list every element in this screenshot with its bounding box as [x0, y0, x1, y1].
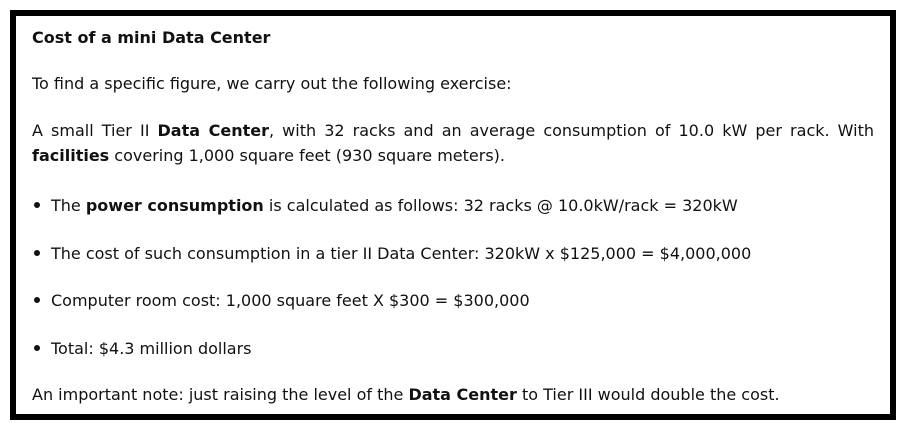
- bullet-bold-power-consumption: power consumption: [85, 196, 264, 215]
- note-text-post: to Tier III would double the cost.: [516, 385, 780, 404]
- note-bold-data-center: Data Center: [408, 385, 517, 404]
- description-paragraph: [32, 118, 874, 168]
- description-bold-facilities: facilities: [32, 146, 110, 165]
- intro-paragraph: To find a specific figure, we carry out the following exercise:: [32, 74, 512, 93]
- bullet-text: The cost of such consumption in a tier II Data Center: 320kW x $125,000 = $4,000,000: [51, 243, 752, 263]
- bullet-power-consumption: [32, 193, 874, 218]
- bullet-text: Total: $4.3 million dollars: [51, 338, 252, 358]
- bullet-room-cost: [32, 288, 874, 313]
- bullet-dot-icon: [34, 345, 40, 351]
- bullet-text-pre: The: [51, 196, 86, 215]
- bullet-dot-icon: [34, 250, 40, 256]
- section-title: Cost of a mini Data Center: [32, 28, 271, 47]
- description-bold-data-center: Data Center: [157, 121, 269, 140]
- bullet-consumption-cost: [32, 241, 874, 266]
- description-text-1: A small Tier II: [32, 121, 158, 140]
- bullet-total: [32, 336, 874, 361]
- description-text-3: covering 1,000 square feet (930 square meters).: [109, 146, 506, 165]
- note-text-pre: An important note: just raising the level of the: [32, 385, 409, 404]
- bullet-text: Computer room cost: 1,000 square feet X $300 = $300,000: [51, 291, 530, 310]
- bullet-dot-icon: [34, 202, 40, 208]
- note-paragraph: [32, 382, 874, 407]
- bullet-text-post: is calculated as follows: 32 racks @ 10.0kW/rack = 320kW: [263, 196, 738, 215]
- cost-bullet-list: [32, 193, 874, 383]
- document-frame: [10, 10, 896, 420]
- description-text-2: , with 32 racks and an average consumption of 10.0 kW per rack. With: [268, 121, 875, 140]
- bullet-dot-icon: [34, 297, 40, 303]
